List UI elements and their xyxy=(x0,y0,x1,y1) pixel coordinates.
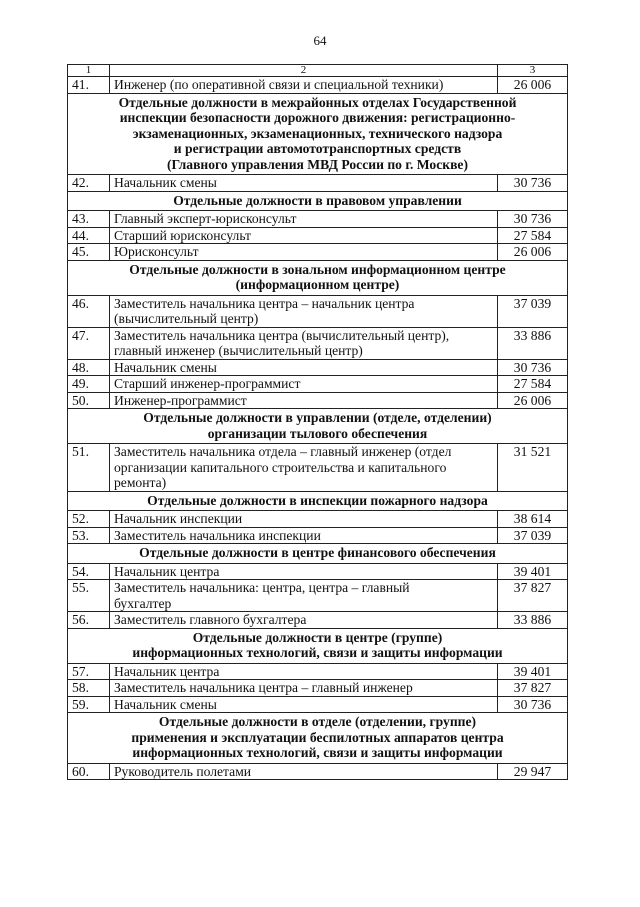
table-row xyxy=(68,612,568,629)
position-title-line: Начальник центра xyxy=(114,563,220,579)
position-title xyxy=(110,392,498,409)
table-row xyxy=(68,392,568,409)
table-row xyxy=(68,327,568,359)
section-heading-row xyxy=(68,628,568,663)
section-heading xyxy=(68,544,568,564)
position-title-line: Юрисконсульт xyxy=(114,244,199,259)
salary-value: 27 584 xyxy=(498,227,568,244)
section-heading xyxy=(68,260,568,295)
position-title xyxy=(110,563,498,580)
salary-value: 26 006 xyxy=(498,392,568,409)
row-number: 51. xyxy=(68,444,110,492)
table-row xyxy=(68,663,568,680)
section-heading-row xyxy=(68,260,568,295)
position-title-line: Руководитель полетами xyxy=(114,763,252,779)
position-title-line: Старший юрисконсульт xyxy=(114,227,251,243)
row-number: 48. xyxy=(68,359,110,376)
row-number: 56. xyxy=(68,612,110,629)
column-header-3: 3 xyxy=(498,65,568,77)
position-title-line: бухгалтер xyxy=(114,595,172,611)
column-header-2: 2 xyxy=(110,65,498,77)
salary-value: 30 736 xyxy=(498,696,568,713)
position-title-line: главный инженер (вычислительный центр) xyxy=(114,343,363,358)
position-title-line: Старший инженер-программист xyxy=(114,376,301,391)
salary-value: 31 521 xyxy=(498,444,568,492)
section-heading-line: инспекции безопасности дорожного движения: регистрационно- xyxy=(119,110,516,125)
salary-value: 37 827 xyxy=(498,580,568,612)
position-title xyxy=(110,211,498,228)
section-heading-line: Отдельные должности в правовом управлении xyxy=(173,192,462,208)
table-row xyxy=(68,295,568,327)
section-heading-line: Отдельные должности в межрайонных отделах Государственной xyxy=(118,94,517,110)
position-title xyxy=(110,376,498,393)
position-title xyxy=(110,763,498,780)
position-title xyxy=(110,680,498,697)
row-number: 59. xyxy=(68,696,110,713)
position-title-line: ремонта) xyxy=(114,475,167,490)
salary-value: 37 039 xyxy=(498,295,568,327)
section-heading xyxy=(68,409,568,444)
row-number: 49. xyxy=(68,376,110,393)
table-row xyxy=(68,444,568,492)
position-title xyxy=(110,244,498,261)
position-title xyxy=(110,612,498,629)
position-title-line: Инженер (по оперативной связи и специальной техники) xyxy=(114,77,444,92)
section-heading xyxy=(68,713,568,764)
position-title xyxy=(110,444,498,492)
section-heading-line: информационных технологий, связи и защиты информации xyxy=(132,745,503,760)
row-number: 52. xyxy=(68,511,110,528)
row-number: 54. xyxy=(68,563,110,580)
position-title-line: Начальник центра xyxy=(114,663,220,679)
section-heading xyxy=(68,628,568,663)
section-heading-line: применения и эксплуатации беспилотных аппаратов центра xyxy=(131,729,504,745)
salary-value: 33 886 xyxy=(498,612,568,629)
section-heading-line: и регистрации автомототранспортных средств xyxy=(173,141,462,156)
row-number: 46. xyxy=(68,295,110,327)
row-number: 47. xyxy=(68,327,110,359)
table-row xyxy=(68,696,568,713)
table-row xyxy=(68,227,568,244)
row-number: 57. xyxy=(68,663,110,680)
row-number: 44. xyxy=(68,227,110,244)
row-number: 42. xyxy=(68,175,110,192)
section-heading-line: Отдельные должности в центре (группе) xyxy=(192,629,443,645)
salary-value: 26 006 xyxy=(498,77,568,94)
salary-table-body xyxy=(68,65,568,780)
position-title-line: Инженер-программист xyxy=(114,392,247,408)
section-heading-line: организации тылового обеспечения xyxy=(207,425,428,441)
salary-value: 39 401 xyxy=(498,563,568,580)
row-number: 58. xyxy=(68,680,110,697)
section-heading xyxy=(68,93,568,175)
row-number: 50. xyxy=(68,392,110,409)
salary-value: 26 006 xyxy=(498,244,568,261)
position-title xyxy=(110,511,498,528)
position-title-line: (вычислительный центр) xyxy=(114,311,259,326)
salary-value: 30 736 xyxy=(498,211,568,228)
section-heading-row xyxy=(68,191,568,211)
table-row xyxy=(68,359,568,376)
section-heading-line: экзаменационных, экзаменационных, технического надзора xyxy=(132,125,503,141)
section-heading-row xyxy=(68,409,568,444)
section-heading-row xyxy=(68,491,568,511)
row-number: 53. xyxy=(68,527,110,544)
section-heading-row xyxy=(68,93,568,175)
table-row xyxy=(68,376,568,393)
section-heading-line: (информационном центре) xyxy=(235,277,400,292)
position-title-line: Главный эксперт-юрисконсульт xyxy=(114,211,297,226)
section-heading-line: Отдельные должности в зональном информационном центре xyxy=(129,261,506,277)
position-title-line: Заместитель начальника отдела – главный инженер (отдел xyxy=(114,444,452,459)
position-title-line: организации капитального строительства и капитального xyxy=(114,459,447,475)
position-title xyxy=(110,580,498,612)
table-row xyxy=(68,211,568,228)
salary-value: 33 886 xyxy=(498,327,568,359)
position-title-line: Начальник смены xyxy=(114,175,217,190)
table-row xyxy=(68,680,568,697)
column-header-1: 1 xyxy=(68,65,110,77)
section-heading-row xyxy=(68,544,568,564)
position-title-line: Заместитель начальника центра – начальник центра xyxy=(114,295,415,311)
section-heading-line: Отдельные должности в центре финансового обеспечения xyxy=(139,545,496,560)
table-row xyxy=(68,244,568,261)
page-number: 64 xyxy=(313,33,327,48)
position-title xyxy=(110,77,498,94)
position-title xyxy=(110,295,498,327)
position-title-line: Заместитель начальника: центра, центра – главный xyxy=(114,580,410,595)
row-number: 45. xyxy=(68,244,110,261)
salary-value: 39 401 xyxy=(498,663,568,680)
section-heading-line: информационных технологий, связи и защиты информации xyxy=(132,645,503,660)
table-row xyxy=(68,77,568,94)
position-title-line: Заместитель начальника центра (вычислительный центр), xyxy=(114,327,450,343)
position-title-line: Заместитель начальника центра – главный инженер xyxy=(114,680,413,695)
section-heading-line: Отдельные должности в управлении (отделе, отделении) xyxy=(143,410,492,425)
position-title xyxy=(110,663,498,680)
salary-value: 30 736 xyxy=(498,175,568,192)
table-row xyxy=(68,175,568,192)
salary-value: 37 827 xyxy=(498,680,568,697)
position-title-line: Начальник смены xyxy=(114,696,217,712)
row-number: 55. xyxy=(68,580,110,612)
position-title-line: Заместитель начальника инспекции xyxy=(114,527,321,543)
table-row xyxy=(68,763,568,780)
position-title xyxy=(110,696,498,713)
position-title-line: Заместитель главного бухгалтера xyxy=(114,612,307,627)
table-row xyxy=(68,527,568,544)
row-number: 41. xyxy=(68,77,110,94)
column-header-row xyxy=(68,65,568,77)
section-heading-line: (Главного управления МВД России по г. Москве) xyxy=(167,156,468,172)
position-title-line: Начальник инспекции xyxy=(114,511,243,526)
position-title xyxy=(110,227,498,244)
position-title xyxy=(110,359,498,376)
table-row xyxy=(68,511,568,528)
table-row xyxy=(68,563,568,580)
table-row xyxy=(68,580,568,612)
salary-value: 29 947 xyxy=(498,763,568,780)
salary-value: 37 039 xyxy=(498,527,568,544)
salary-value: 30 736 xyxy=(498,359,568,376)
position-title-line: Начальник смены xyxy=(114,359,217,375)
salary-value: 38 614 xyxy=(498,511,568,528)
section-heading xyxy=(68,491,568,511)
section-heading-line: Отдельные должности в инспекции пожарного надзора xyxy=(147,492,488,508)
row-number: 43. xyxy=(68,211,110,228)
row-number: 60. xyxy=(68,763,110,780)
salary-table xyxy=(67,64,568,780)
position-title xyxy=(110,327,498,359)
section-heading-line: Отдельные должности в отделе (отделении, группе) xyxy=(158,714,477,729)
position-title xyxy=(110,175,498,192)
position-title xyxy=(110,527,498,544)
salary-value: 27 584 xyxy=(498,376,568,393)
section-heading-row xyxy=(68,713,568,764)
section-heading xyxy=(68,191,568,211)
